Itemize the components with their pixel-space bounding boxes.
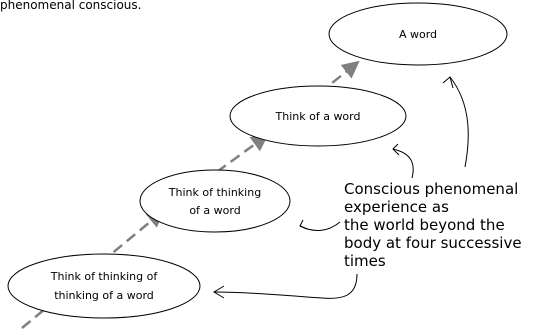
node-deepest-label-line2: thinking of a word xyxy=(54,289,154,302)
pointer-to-a-word xyxy=(450,77,468,167)
node-think-of-thinking-label-line2: of a word xyxy=(189,204,241,217)
node-a-word xyxy=(329,3,507,65)
annotation-line-4: body at four successive xyxy=(344,234,522,252)
annotation-line-2: experience as xyxy=(344,198,449,216)
node-think-of-a-word xyxy=(230,86,406,146)
node-think-of-thinking-of-thinking xyxy=(8,254,200,318)
pointer-to-think-of-thinking-head xyxy=(300,220,307,229)
pointer-to-think-of-thinking xyxy=(300,222,340,231)
pointer-to-think-of-a-word xyxy=(393,149,413,178)
annotation-text xyxy=(344,180,522,270)
annotation-line-3: the world beyond the xyxy=(344,216,505,234)
node-think-of-thinking-label-line1: Think of thinking xyxy=(168,186,262,199)
pointer-to-deepest xyxy=(214,274,357,298)
annotation-line-1: Conscious phenomenal xyxy=(344,180,519,198)
node-think-of-a-word-label: Think of a word xyxy=(275,110,361,123)
node-deepest-label-line1: Think of thinking of xyxy=(50,270,158,283)
node-a-word-label: A word xyxy=(398,28,438,41)
annotation-line-5: times xyxy=(344,252,386,270)
top-text-fragment: phenomenal conscious. xyxy=(0,0,142,12)
node-think-of-thinking xyxy=(140,170,290,232)
